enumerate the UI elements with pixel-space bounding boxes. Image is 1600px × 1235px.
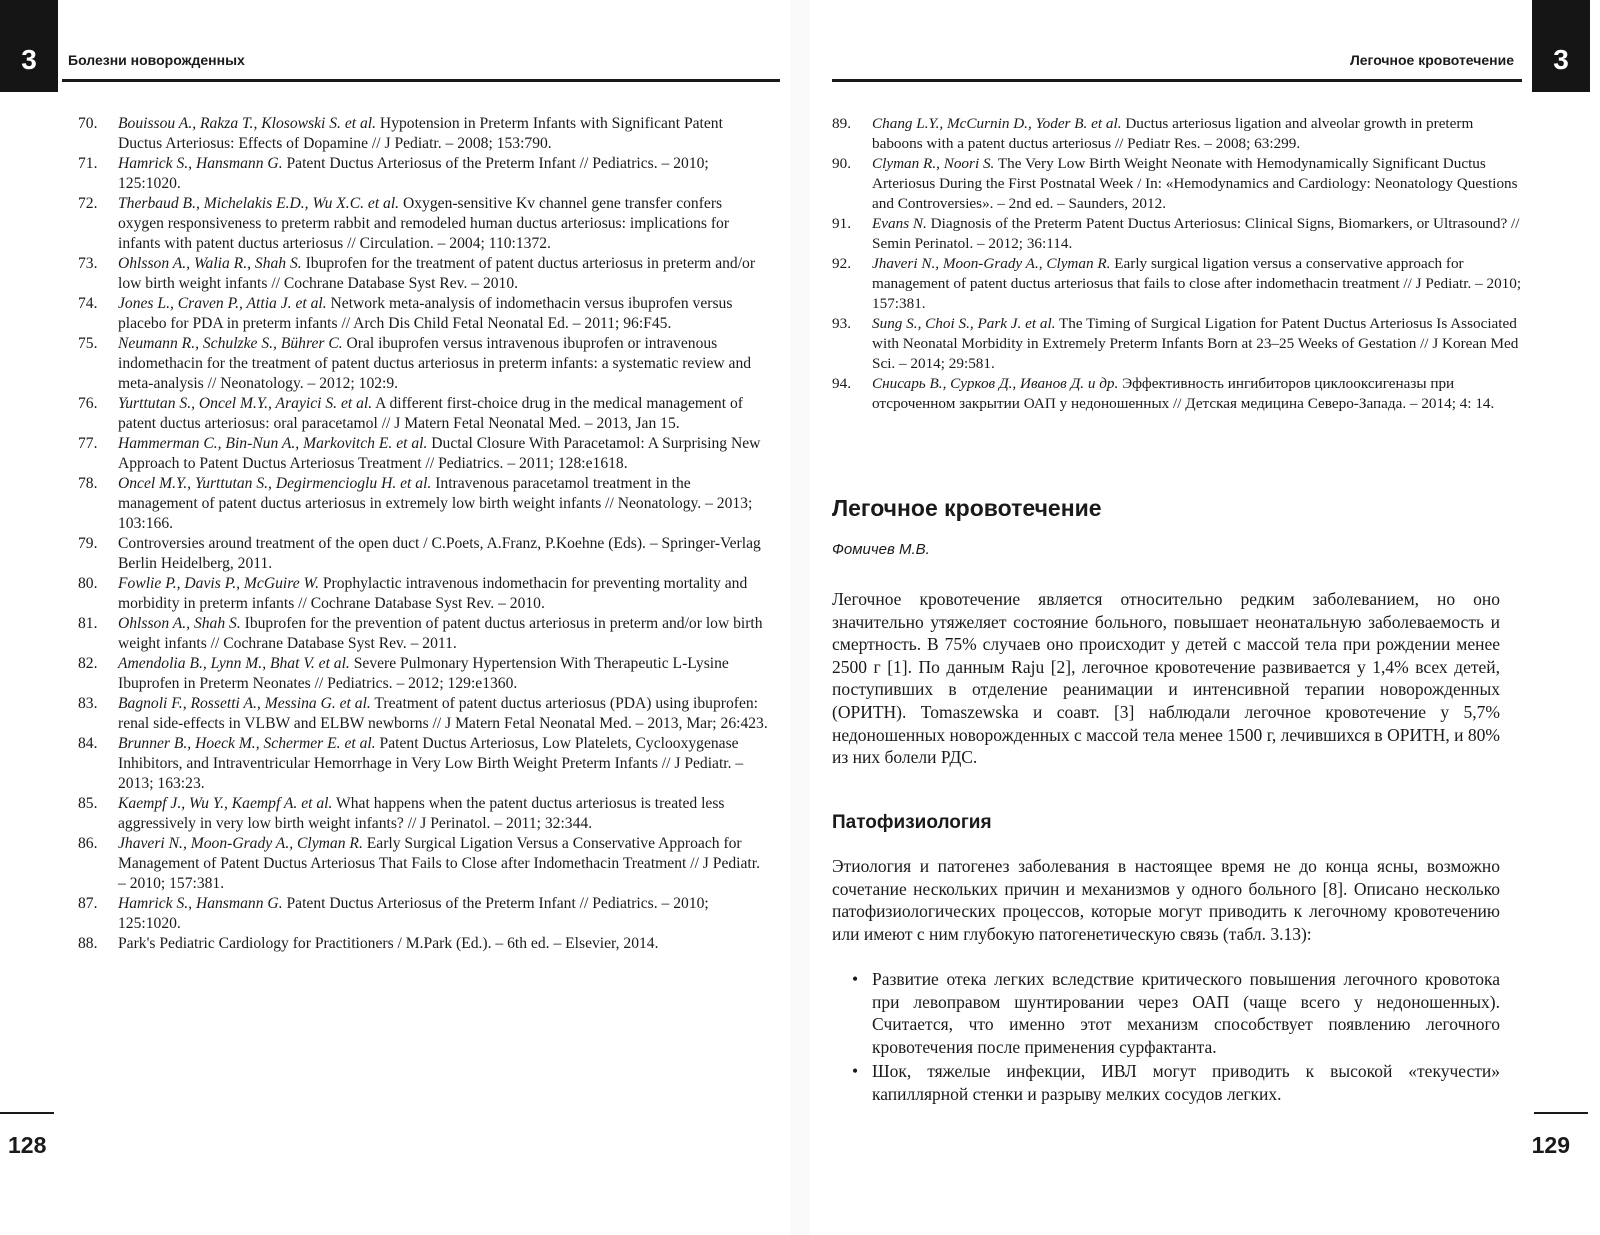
reference-number: 80. — [78, 575, 98, 592]
reference-authors: Amendolia B., Lynn M., Bhat V. et al. — [118, 655, 350, 672]
bullet-dot-icon: • — [852, 1061, 859, 1082]
reference-item — [78, 334, 768, 394]
reference-authors: Ohlsson A., Shah S. — [118, 615, 241, 632]
reference-number: 82. — [78, 655, 98, 672]
reference-text: Hypotension in Preterm Infants with Significant Patent Ductus Arteriosus: Effects of Dopamine // J Pediatr. – 2008; 153:790. — [118, 115, 723, 152]
reference-authors: Jhaveri N., Moon-Grady A., Clyman R. — [872, 255, 1111, 272]
reference-number: 88. — [78, 935, 98, 952]
reference-number: 93. — [832, 315, 851, 332]
reference-number: 72. — [78, 195, 98, 212]
reference-text: Intravenous paracetamol treatment in the management of patent ductus arteriosus in extremely low birth weight infants // Neonatology. – 2013; 103:166. — [118, 475, 753, 532]
bullet-text: Развитие отека легких вследствие критического повышения легочного кровотока при левоправом шунтировании через ОАП (чаще всего у недоношенных). Считается, что именно этот механизм способствует появлению легочного кровотечения после применения сурфактанта. — [872, 969, 1500, 1057]
reference-item — [78, 794, 768, 834]
reference-item — [78, 694, 768, 734]
reference-list — [832, 114, 1522, 414]
reference-text: What happens when the patent ductus arteriosus is treated less aggressively in very low birth weight infants? // J Perinatol. – 2011; 32:344. — [118, 795, 725, 832]
reference-item — [78, 614, 768, 654]
reference-authors: Therbaud B., Michelakis E.D., Wu X.C. et al. — [118, 195, 400, 212]
reference-number: 92. — [832, 255, 851, 272]
reference-number: 79. — [78, 535, 98, 552]
reference-item — [78, 474, 768, 534]
reference-item — [78, 254, 768, 294]
reference-text: Park's Pediatric Cardiology for Practitioners / M.Park (Ed.). – 6th ed. – Elsevier, 2014. — [118, 935, 659, 952]
reference-text: Эффективность ингибиторов циклооксигеназы при отсроченном закрытии ОАП у недоношенных // Детская медицина Северо-Запада. – 2014; 4: 14. — [872, 375, 1495, 412]
reference-item — [832, 114, 1522, 154]
reference-number: 70. — [78, 115, 98, 132]
reference-authors: Ohlsson A., Walia R., Shah S. — [118, 255, 302, 272]
reference-text: Treatment of patent ductus arteriosus (PDA) using ibuprofen: renal side-effects in VLBW and ELBW newborns // J Matern Fetal Neonatal Med. – 2013, Mar; 26:423. — [118, 695, 768, 732]
subsection-title: Патофизиология — [832, 812, 992, 833]
footer-rule — [1534, 1112, 1588, 1114]
section-title: Легочное кровотечение — [832, 495, 1102, 521]
reference-number: 91. — [832, 215, 851, 232]
reference-number: 73. — [78, 255, 98, 272]
reference-text: Diagnosis of the Preterm Patent Ductus Arteriosus: Clinical Signs, Biomarkers, or Ultrasound? // Semin Perinatol. – 2012; 36:114. — [872, 215, 1520, 252]
reference-authors: Chang L.Y., McCurnin D., Yoder B. et al. — [872, 115, 1122, 132]
reference-text: A different first-choice drug in the medical management of patent ductus arteriosus: oral paracetamol // J Matern Fetal Neonatal Med. – 2013, Jan 15. — [118, 395, 743, 432]
reference-number: 90. — [832, 155, 851, 172]
reference-item — [78, 734, 768, 794]
reference-item — [78, 574, 768, 614]
reference-authors: Clyman R., Noori S. — [872, 155, 995, 172]
reference-number: 86. — [78, 835, 98, 852]
reference-authors: Hamrick S., Hansmann G. — [118, 155, 283, 172]
reference-text: Ductal Closure With Paracetamol: A Surprising New Approach to Patent Ductus Arteriosus Treatment // Pediatrics. – 2011; 128:e1618. — [118, 435, 761, 472]
reference-item — [78, 434, 768, 474]
bullet-item — [850, 1060, 1500, 1105]
reference-item — [78, 294, 768, 334]
reference-number: 77. — [78, 435, 98, 452]
running-head: Легочное кровотечение — [1349, 52, 1514, 68]
section-author: Фомичев М.В. — [832, 541, 930, 558]
reference-authors: Yurttutan S., Oncel M.Y., Arayici S. et al. — [118, 395, 373, 412]
reference-list — [78, 114, 768, 954]
reference-authors: Brunner B., Hoeck M., Schermer E. et al. — [118, 735, 376, 752]
reference-text: Early Surgical Ligation Versus a Conservative Approach for Management of Patent Ductus Arteriosus That Fails to Close after Indomethacin Treatment // J Pediatr. – 2010; 157:381. — [118, 835, 760, 892]
reference-text: Prophylactic intravenous indomethacin for preventing mortality and morbidity in preterm infants // Cochrane Database Syst Rev. – 2010. — [118, 575, 748, 612]
reference-authors: Hammerman C., Bin-Nun A., Markovitch E. et al. — [118, 435, 428, 452]
reference-number: 78. — [78, 475, 98, 492]
book-gutter — [790, 0, 810, 1235]
reference-text: Oral ibuprofen versus intravenous ibuprofen or intravenous indomethacin for the treatment of patent ductus arteriosus in preterm infants: a systematic review and meta-analysis // Neonatology. – 2012; 102:9. — [118, 335, 752, 392]
reference-text: Ductus arteriosus ligation and alveolar growth in preterm baboons with a patent ductus arteriosus // Pediatr Res. – 2008; 63:299. — [872, 115, 1474, 152]
reference-item — [832, 314, 1522, 374]
reference-item — [78, 654, 768, 694]
reference-number: 87. — [78, 895, 98, 912]
chapter-tab: 3 — [1532, 0, 1590, 92]
body-paragraph: Легочное кровотечение является относительно редким заболеванием, но оно значительно утяжеляет состояние больного, повышает неонатальную заболеваемость и смертность. В 75% случаев оно происходит у детей с массой тела при рождении менее 2500 г [1]. По данным Raju [2], легочное кровотечение развивается у 1,4% всех детей, поступивших в отделение реанимации и интенсивной терапии новорожденных (ОРИТН). Tomaszewska и соавт. [3] наблюдали легочное кровотечение у 5,7% недоношенных новорожденных с массой тела менее 1500 г, лечившихся в ОРИТН, и 80% из них болели РДС. — [832, 589, 1500, 768]
reference-authors: Evans N. — [872, 215, 927, 232]
reference-text: Ibuprofen for the prevention of patent ductus arteriosus in preterm and/or low birth weight infants // Cochrane Database Syst Rev. – 2011. — [118, 615, 763, 652]
bullet-item — [850, 968, 1500, 1058]
reference-item — [78, 194, 768, 254]
reference-authors: Bouissou A., Rakza T., Klosowski S. et al. — [118, 115, 377, 132]
header-rule — [832, 79, 1522, 82]
reference-authors: Bagnoli F., Rossetti A., Messina G. et al. — [118, 695, 371, 712]
reference-item — [832, 214, 1522, 254]
reference-text: Patent Ductus Arteriosus, Low Platelets, Cyclooxygenase Inhibitors, and Intraventricular Hemorrhage in Very Low Birth Weight Preterm Infants // J Pediatr. – 2013; 163:23. — [118, 735, 744, 792]
reference-authors: Oncel M.Y., Yurttutan S., Degirmencioglu H. et al. — [118, 475, 432, 492]
reference-authors: Hamrick S., Hansmann G. — [118, 895, 283, 912]
reference-text: Network meta-analysis of indomethacin versus ibuprofen versus placebo for PDA in preterm infants // Arch Dis Child Fetal Neonatal Ed. – 2011; 96:F45. — [118, 295, 733, 332]
reference-authors: Sung S., Choi S., Park J. et al. — [872, 315, 1056, 332]
reference-number: 71. — [78, 155, 98, 172]
reference-text: Ibuprofen for the treatment of patent ductus arteriosus in preterm and/or low birth weight infants // Cochrane Database Syst Rev. – 2010. — [118, 255, 756, 292]
header-rule — [62, 79, 780, 82]
bullet-text: Шок, тяжелые инфекции, ИВЛ могут приводить к высокой «текучести» капиллярной стенки и разрыву мелких сосудов легких. — [872, 1061, 1500, 1104]
reference-item — [78, 894, 768, 934]
reference-text: The Very Low Birth Weight Neonate with Hemodynamically Significant Ductus Arteriosus During the First Postnatal Week / In: «Hemodynamics and Cardiology: Neonatology Questions and Controversies». – 2nd ed. – Saunders, 2012. — [872, 155, 1518, 212]
reference-text: Patent Ductus Arteriosus of the Preterm Infant // Pediatrics. – 2010; 125:1020. — [118, 895, 709, 932]
reference-text: Severe Pulmonary Hypertension With Therapeutic L-Lysine Ibuprofen in Preterm Neonates // Pediatrics. – 2012; 129:e1360. — [118, 655, 729, 692]
reference-number: 94. — [832, 375, 851, 392]
page-number: 129 — [1531, 1132, 1570, 1158]
reference-authors: Снисарь В., Сурков Д., Иванов Д. и др. — [872, 375, 1119, 392]
page-number: 128 — [8, 1132, 47, 1158]
reference-number: 74. — [78, 295, 98, 312]
reference-authors: Jones L., Craven P., Attia J. et al. — [118, 295, 327, 312]
reference-authors: Kaempf J., Wu Y., Kaempf A. et al. — [118, 795, 333, 812]
left-page — [0, 0, 790, 1235]
reference-item — [78, 154, 768, 194]
reference-item — [78, 834, 768, 894]
reference-item — [78, 934, 768, 954]
reference-item — [78, 394, 768, 434]
reference-authors: Neumann R., Schulzke S., Bührer C. — [118, 335, 343, 352]
reference-number: 89. — [832, 115, 851, 132]
reference-item — [78, 114, 768, 154]
reference-item — [832, 374, 1522, 414]
reference-text: Oxygen-sensitive Kv channel gene transfer confers oxygen responsiveness to preterm rabbit and remodeled human ductus arteriosus: implications for infants with patent ductus arteriosus // Circulation. – 2004; 110:1372. — [118, 195, 730, 252]
reference-item — [832, 254, 1522, 314]
body-paragraph: Этиология и патогенез заболевания в настоящее время не до конца ясны, возможно сочетание нескольких причин и механизмов у одного больного [8]. Описано несколько патофизиологических процессов, которые могут приводить к легочному кровотечению или имеют с ним глубокую патогенетическую связь (табл. 3.13): — [832, 856, 1500, 944]
reference-item — [832, 154, 1522, 214]
reference-number: 76. — [78, 395, 98, 412]
bullet-list — [850, 968, 1500, 1108]
reference-number: 83. — [78, 695, 98, 712]
reference-number: 85. — [78, 795, 98, 812]
footer-rule — [0, 1112, 54, 1114]
reference-number: 84. — [78, 735, 98, 752]
reference-item — [78, 534, 768, 574]
reference-text: Controversies around treatment of the open duct / C.Poets, A.Franz, P.Koehne (Eds). – Springer-Verlag Berlin Heidelberg, 2011. — [118, 535, 761, 572]
reference-number: 81. — [78, 615, 98, 632]
reference-authors: Jhaveri N., Moon-Grady A., Clyman R. — [118, 835, 363, 852]
reference-authors: Fowlie P., Davis P., McGuire W. — [118, 575, 319, 592]
right-page — [810, 0, 1600, 1235]
reference-text: Early surgical ligation versus a conservative approach for management of patent ductus arteriosus that fails to close after indomethacin treatment // J Pediatr. – 2010; 157:381. — [872, 255, 1522, 312]
reference-text: The Timing of Surgical Ligation for Patent Ductus Arteriosus Is Associated with Neonatal Morbidity in Extremely Preterm Infants Born at 23–25 Weeks of Gestation // J Korean Med Sci. – 2014; 29:581. — [872, 315, 1519, 372]
bullet-dot-icon: • — [852, 969, 859, 989]
reference-number: 75. — [78, 335, 98, 352]
running-head: Болезни новорожденных — [68, 52, 245, 68]
chapter-tab: 3 — [0, 0, 58, 92]
reference-text: Patent Ductus Arteriosus of the Preterm Infant // Pediatrics. – 2010; 125:1020. — [118, 155, 709, 192]
